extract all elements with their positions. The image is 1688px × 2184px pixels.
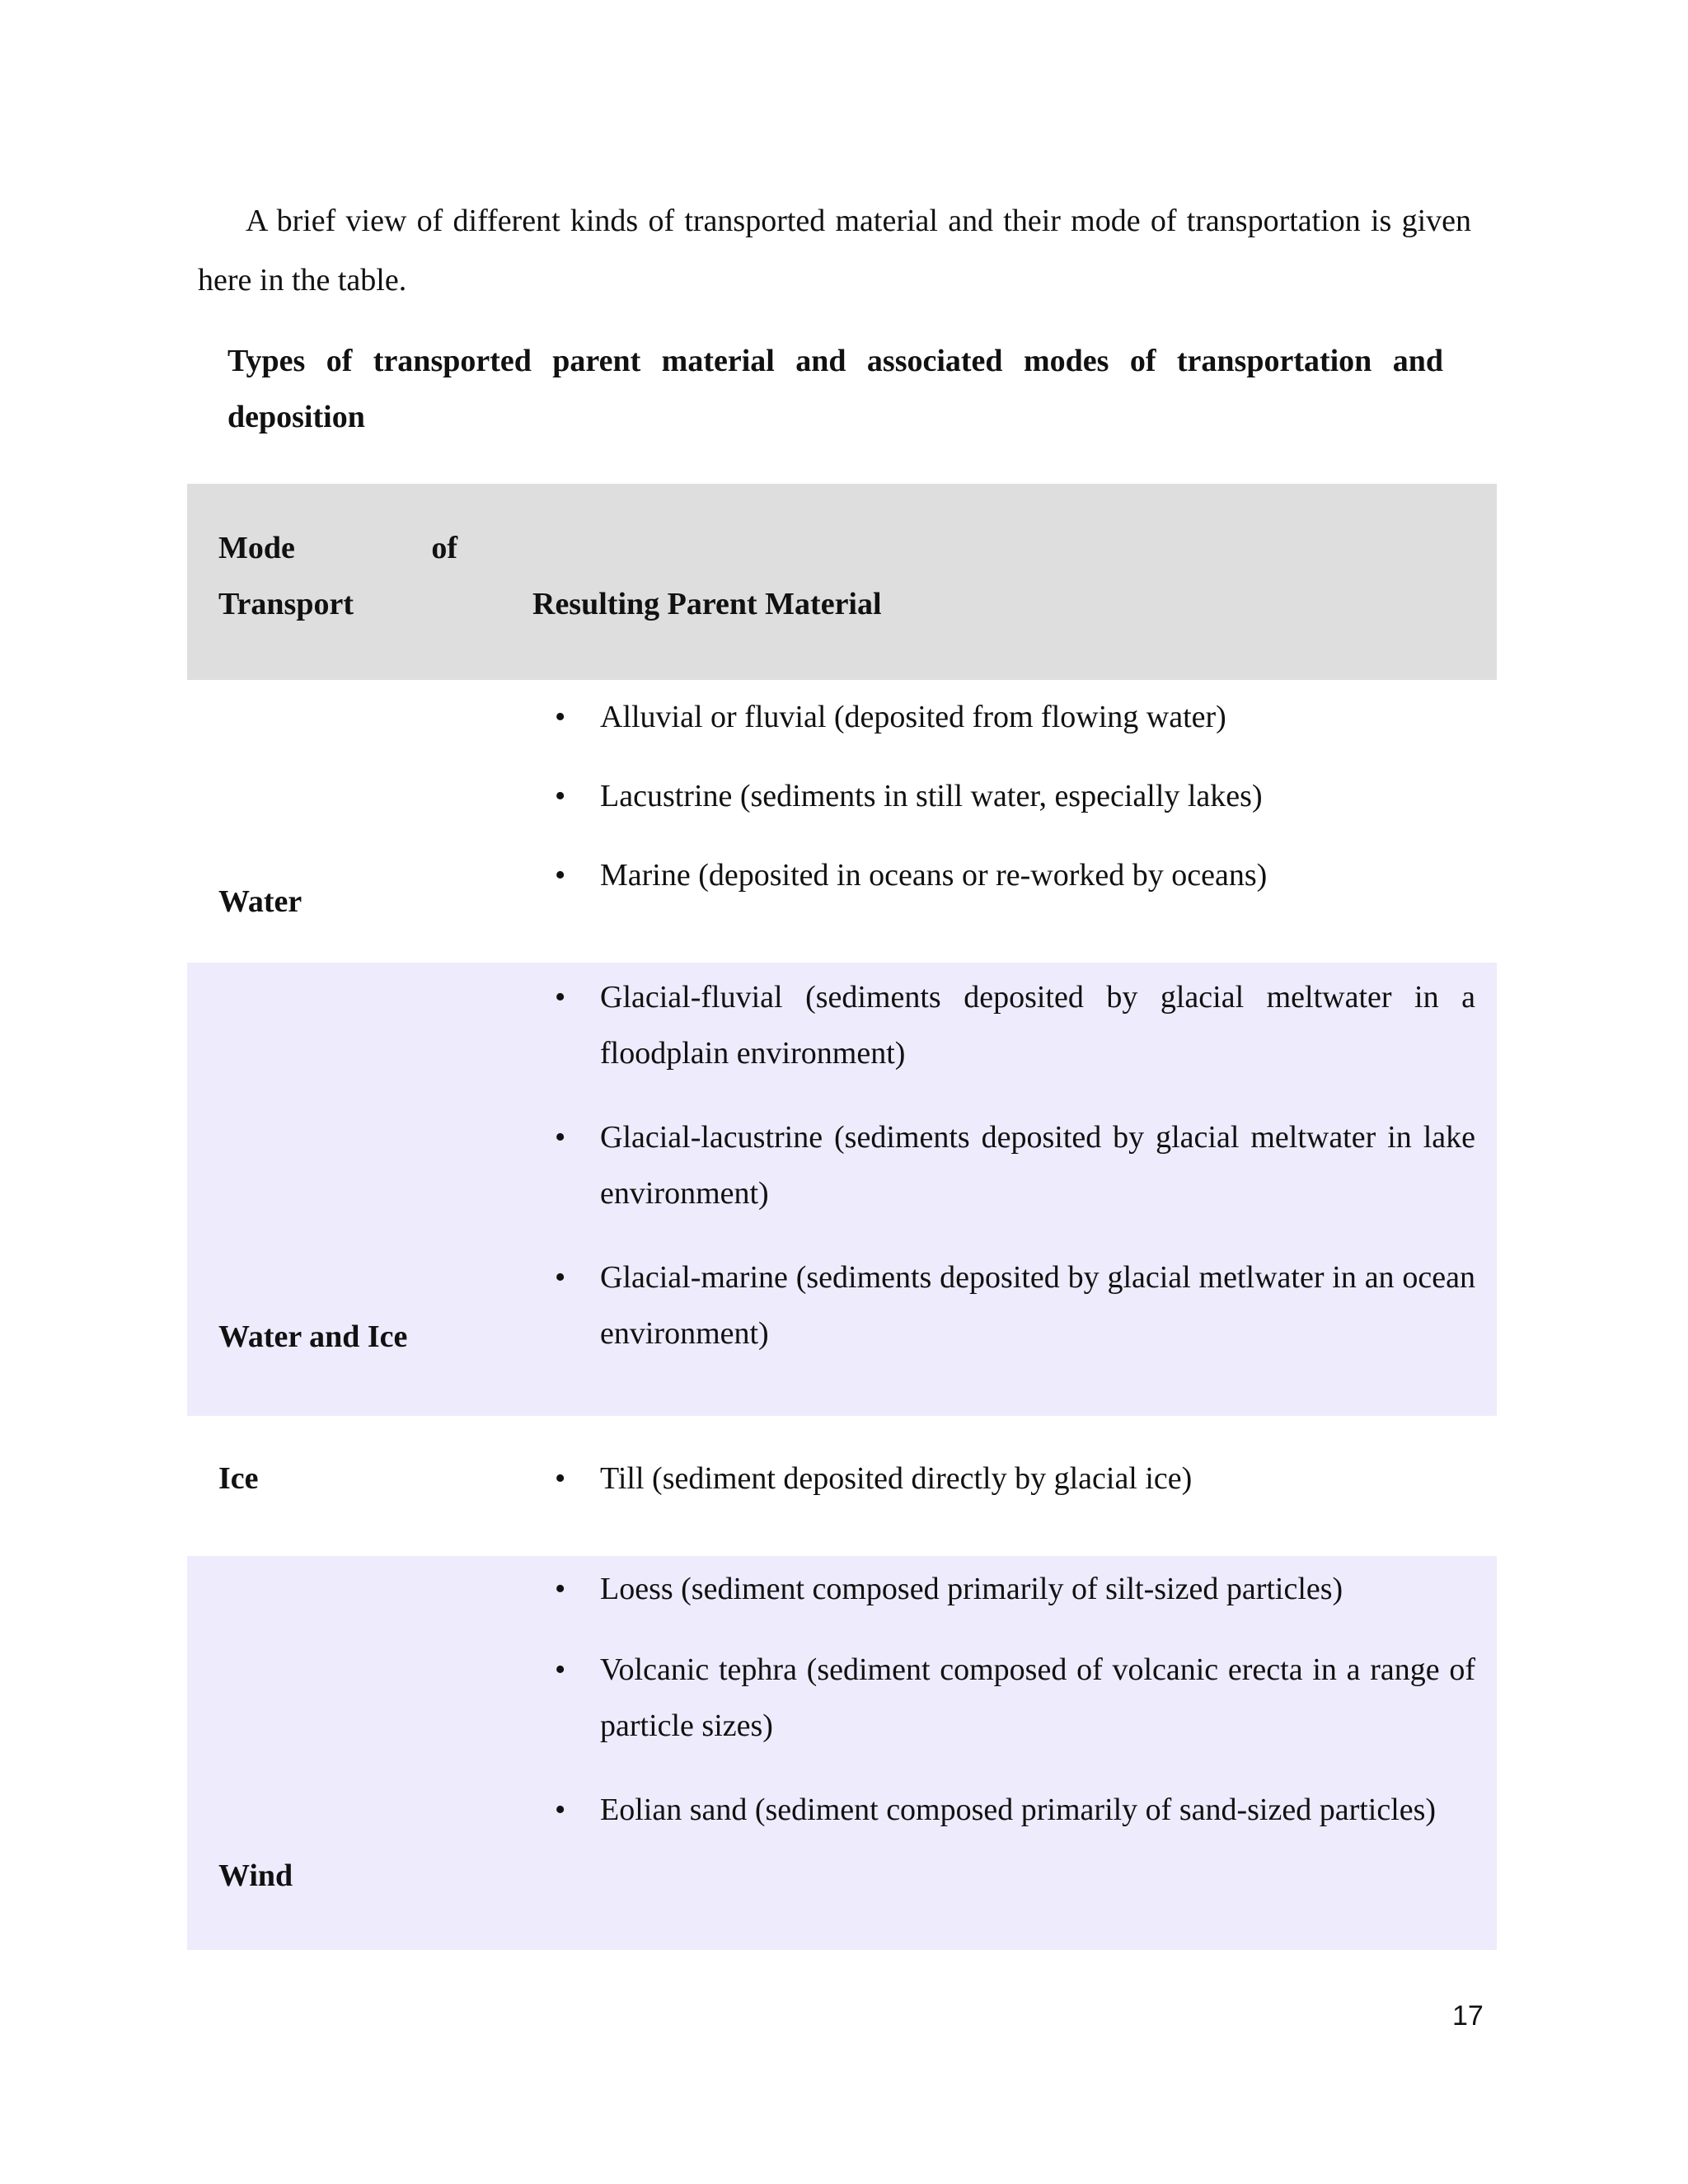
list-item: • Eolian sand (sediment composed primarily of sand-sized particles) bbox=[600, 1782, 1475, 1838]
bullet-icon: • bbox=[555, 980, 566, 1015]
list-item: • Glacial-lacustrine (sediments deposited by glacial meltwater in lake environment) bbox=[600, 1109, 1475, 1221]
intro-paragraph: A brief view of different kinds of transported material and their mode of transportation is given here in the table. bbox=[198, 204, 1471, 298]
list-item: • Till (sediment deposited directly by glacial ice) bbox=[600, 1451, 1475, 1507]
mode-cell: Ice bbox=[218, 1461, 259, 1496]
table-row-water bbox=[187, 682, 1497, 963]
bullet-icon: • bbox=[555, 1652, 566, 1687]
table-header-row bbox=[187, 484, 1497, 682]
bullet-icon: • bbox=[555, 1260, 566, 1295]
bullet-icon: • bbox=[555, 1793, 566, 1827]
header-mode-of-transport: Mode of Transport bbox=[218, 531, 457, 621]
bullet-icon: • bbox=[555, 700, 566, 734]
bullet-icon: • bbox=[555, 858, 566, 893]
table-row-water-and-ice bbox=[187, 963, 1497, 1416]
bullet-icon: • bbox=[555, 1461, 566, 1496]
list-item: • Loess (sediment composed primarily of silt-sized particles) bbox=[600, 1561, 1475, 1617]
list-item: • Lacustrine (sediments in still water, especially lakes) bbox=[600, 768, 1475, 824]
list-item: • Alluvial or fluvial (deposited from flowing water) bbox=[600, 689, 1475, 745]
header-resulting-parent-material: Resulting Parent Material bbox=[532, 587, 882, 621]
list-item: • Glacial-fluvial (sediments deposited by glacial meltwater in a floodplain environment) bbox=[600, 969, 1475, 1081]
mode-cell: Water and Ice bbox=[218, 1319, 408, 1354]
bullet-icon: • bbox=[555, 1120, 566, 1155]
transport-table bbox=[187, 484, 1497, 1950]
list-item: • Marine (deposited in oceans or re-worked by oceans) bbox=[600, 847, 1475, 903]
list-item: • Glacial-marine (sediments deposited by glacial metlwater in an ocean environment) bbox=[600, 1249, 1475, 1361]
mode-cell: Wind bbox=[218, 1858, 293, 1893]
page-number: 17 bbox=[1452, 2000, 1484, 2032]
table-row-ice bbox=[187, 1416, 1497, 1556]
material-list bbox=[187, 689, 1497, 903]
material-list bbox=[187, 1451, 1497, 1507]
table-caption: Types of transported parent material and associated modes of transportation and deposition bbox=[227, 344, 1443, 434]
list-item: • Volcanic tephra (sediment composed of volcanic erecta in a range of particle sizes) bbox=[600, 1642, 1475, 1754]
table-row-wind bbox=[187, 1556, 1497, 1950]
bullet-icon: • bbox=[555, 779, 566, 813]
material-list bbox=[187, 1561, 1497, 1838]
mode-cell: Water bbox=[218, 884, 302, 919]
material-list bbox=[187, 969, 1497, 1361]
bullet-icon: • bbox=[555, 1572, 566, 1606]
